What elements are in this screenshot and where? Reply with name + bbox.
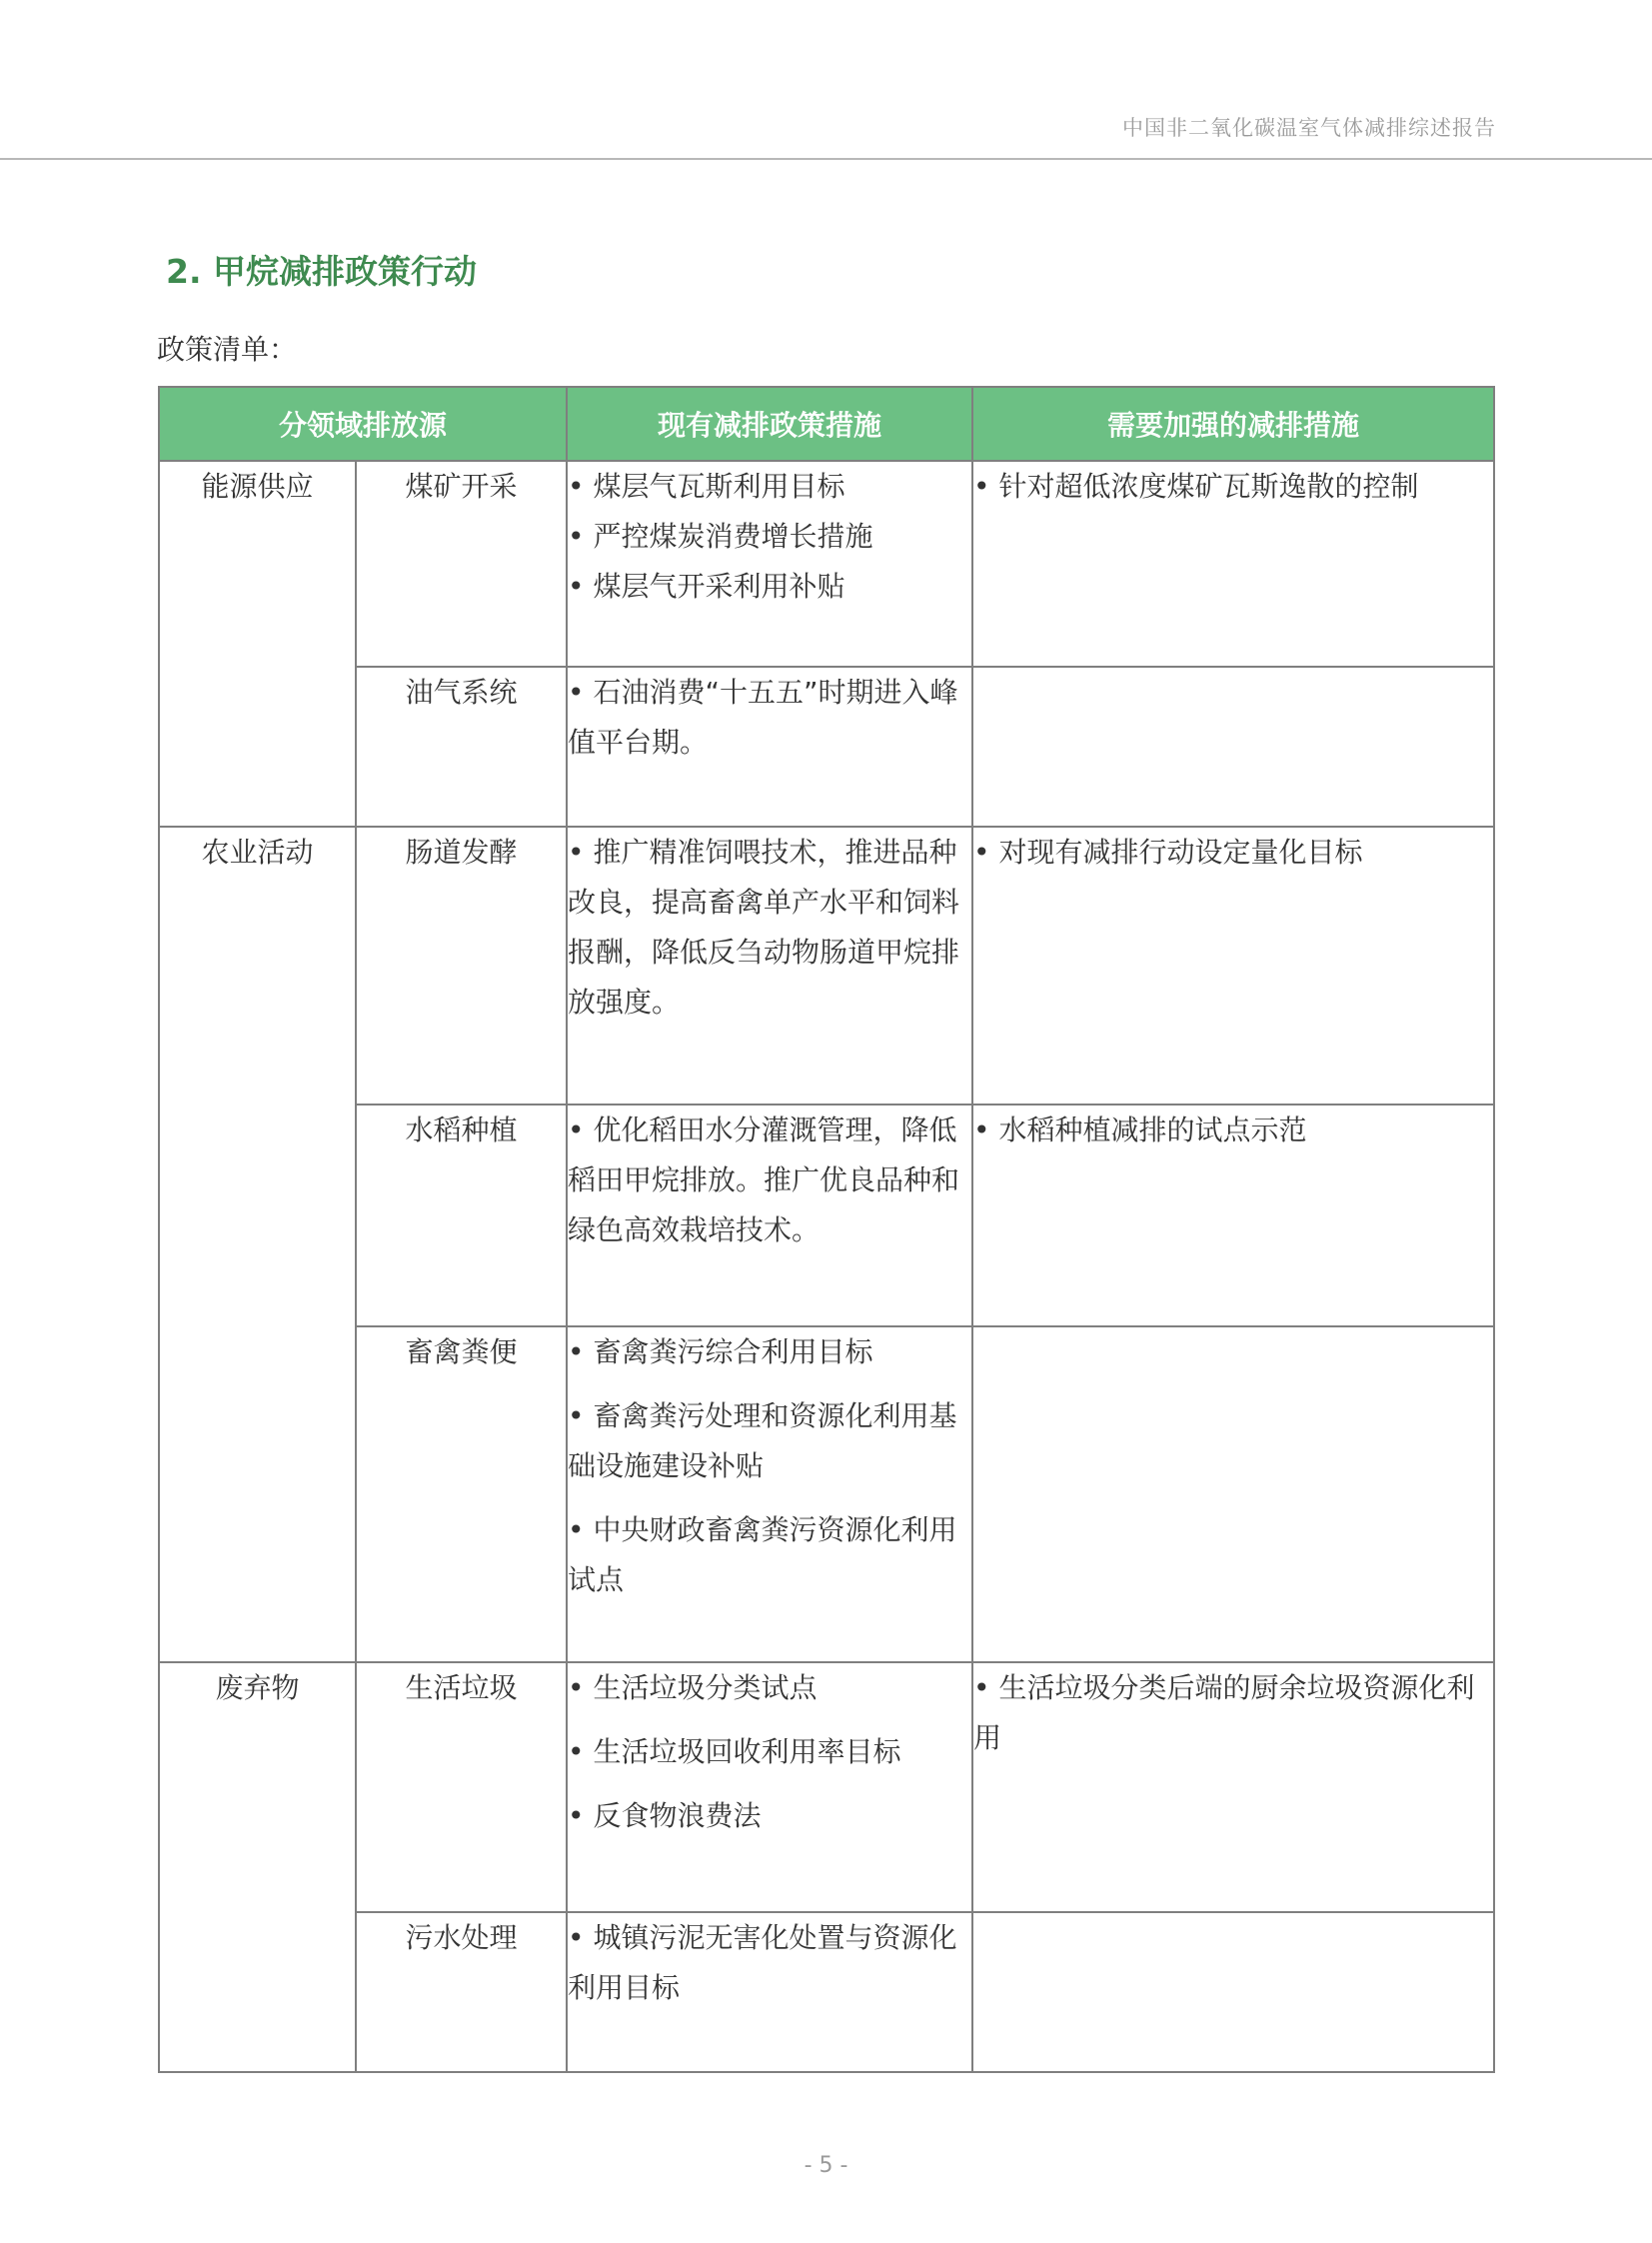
- domain-cell-energy: 能源供应: [159, 461, 356, 827]
- list-item: • 中央财政畜禽粪污资源化利用试点: [568, 1505, 971, 1605]
- needed-measures-cell: [972, 667, 1494, 827]
- list-item: • 石油消费“十五五”时期进入峰值平台期。: [568, 668, 971, 768]
- list-item: • 畜禽粪污综合利用目标: [568, 1327, 971, 1377]
- page-number: - 5 -: [804, 2153, 848, 2178]
- source-cell: 煤矿开采: [356, 461, 567, 667]
- table-row: [159, 1326, 1494, 1662]
- current-measures-cell: [567, 1662, 972, 1912]
- list-item: • 生活垃圾分类试点: [568, 1663, 971, 1713]
- current-measures-cell: [567, 667, 972, 827]
- list-item: • 水稻种植减排的试点示范: [973, 1106, 1493, 1155]
- list-item: • 优化稻田水分灌溉管理，降低稻田甲烷排放。推广优良品种和绿色高效栽培技术。: [568, 1106, 971, 1255]
- needed-measures-cell: [972, 1105, 1494, 1326]
- policy-table: [158, 386, 1495, 2073]
- list-item: • 针对超低浓度煤矿瓦斯逸散的控制: [973, 462, 1493, 512]
- header-current-measures: 现有减排政策措施: [567, 387, 972, 461]
- current-measures-list: [568, 462, 971, 612]
- header-divider: [0, 158, 1652, 160]
- needed-measures-cell: [972, 1326, 1494, 1662]
- current-measures-cell: [567, 1912, 972, 2072]
- source-cell: 畜禽粪便: [356, 1326, 567, 1662]
- needed-measures-list: [973, 462, 1493, 512]
- current-measures-cell: [567, 461, 972, 667]
- source-cell: 水稻种植: [356, 1105, 567, 1326]
- list-item: • 推广精准饲喂技术，推进品种改良，提高畜禽单产水平和饲料报酬，降低反刍动物肠道甲烷排放强度。: [568, 828, 971, 1028]
- domain-cell-waste: 废弃物: [159, 1662, 356, 2072]
- table-header-row: [159, 387, 1494, 461]
- current-measures-list: [568, 1327, 971, 1605]
- policy-list-label: 政策清单：: [157, 333, 298, 366]
- table-row: [159, 827, 1494, 1105]
- source-cell: 油气系统: [356, 667, 567, 827]
- table-row: [159, 1105, 1494, 1326]
- current-measures-list: [568, 1663, 971, 1841]
- list-item: • 城镇污泥无害化处置与资源化利用目标: [568, 1913, 971, 2013]
- list-item: • 煤层气瓦斯利用目标: [568, 462, 971, 512]
- current-measures-cell: [567, 827, 972, 1105]
- current-measures-list: [568, 828, 971, 1028]
- current-measures-cell: [567, 1326, 972, 1662]
- table-row: [159, 667, 1494, 827]
- list-item: • 畜禽粪污处理和资源化利用基础设施建设补贴: [568, 1391, 971, 1491]
- needed-measures-list: [973, 828, 1493, 878]
- current-measures-list: [568, 668, 971, 768]
- current-measures-list: [568, 1106, 971, 1255]
- list-item: • 严控煤炭消费增长措施: [568, 512, 971, 562]
- list-item: • 对现有减排行动设定量化目标: [973, 828, 1493, 878]
- needed-measures-cell: [972, 1912, 1494, 2072]
- needed-measures-cell: [972, 461, 1494, 667]
- current-measures-list: [568, 1913, 971, 2013]
- needed-measures-cell: [972, 827, 1494, 1105]
- source-cell: 污水处理: [356, 1912, 567, 2072]
- table-row: [159, 1662, 1494, 1912]
- needed-measures-cell: [972, 1662, 1494, 1912]
- section-title: 2. 甲烷减排政策行动: [166, 252, 477, 291]
- needed-measures-list: [973, 1663, 1493, 1763]
- current-measures-cell: [567, 1105, 972, 1326]
- table-row: [159, 1912, 1494, 2072]
- list-item: • 生活垃圾回收利用率目标: [568, 1727, 971, 1777]
- source-cell: 肠道发酵: [356, 827, 567, 1105]
- needed-measures-list: [973, 1106, 1493, 1155]
- table-row: [159, 461, 1494, 667]
- header-needed-measures: 需要加强的减排措施: [972, 387, 1494, 461]
- domain-cell-agriculture: 农业活动: [159, 827, 356, 1662]
- header-emission-source: 分领域排放源: [159, 387, 567, 461]
- list-item: • 反食物浪费法: [568, 1791, 971, 1841]
- source-cell: 生活垃圾: [356, 1662, 567, 1912]
- running-header-title: 中国非二氧化碳温室气体减排综述报告: [1122, 116, 1496, 140]
- list-item: • 煤层气开采利用补贴: [568, 562, 971, 612]
- list-item: • 生活垃圾分类后端的厨余垃圾资源化利用: [973, 1663, 1493, 1763]
